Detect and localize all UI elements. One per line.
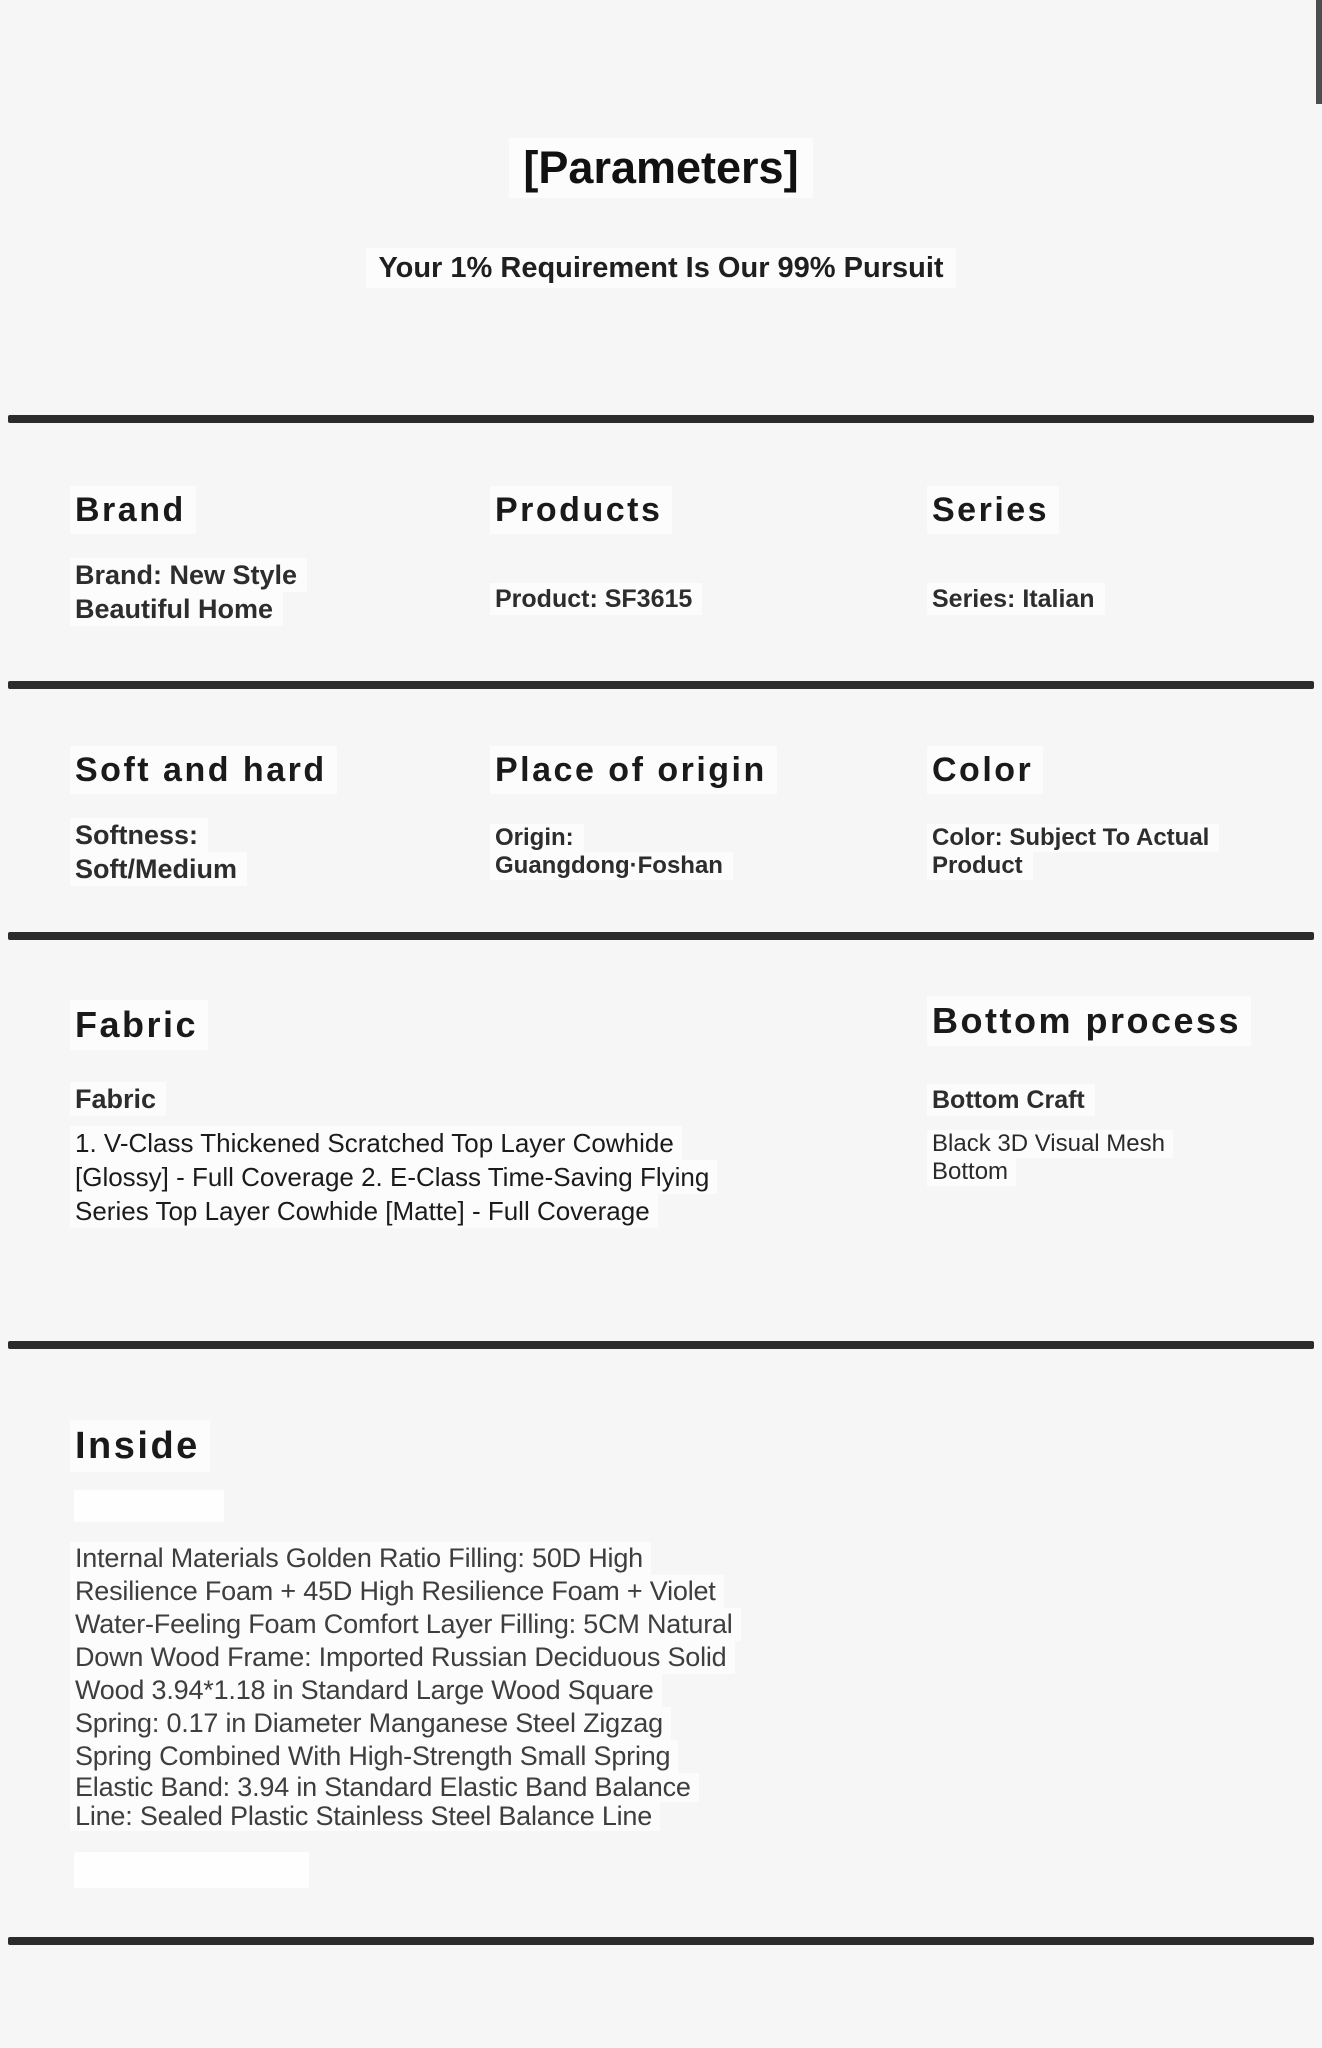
- page-title: [Parameters]: [509, 138, 812, 198]
- section-heading-bottom-process: Bottom process: [927, 996, 1251, 1046]
- section-heading-products: Products: [490, 486, 672, 534]
- bottom-craft-line: Bottom: [927, 1158, 1016, 1186]
- origin-value-line1: Origin:: [490, 824, 584, 852]
- section-heading-origin: Place of origin: [490, 746, 777, 794]
- faded-label-box: [74, 1490, 224, 1522]
- divider: [8, 415, 1314, 423]
- brand-value-line1: Brand: New Style: [70, 558, 307, 592]
- inside-body: [70, 1542, 741, 1831]
- inside-body-line: Down Wood Frame: Imported Russian Deciduous Solid: [70, 1641, 735, 1674]
- bottom-craft-body: [927, 1130, 1173, 1186]
- series-value: Series: Italian: [927, 583, 1105, 615]
- section-heading-brand: Brand: [70, 486, 196, 534]
- softness-value-line1: Softness:: [70, 818, 208, 852]
- divider: [8, 681, 1314, 689]
- origin-value-line2: Guangdong·Foshan: [490, 852, 733, 880]
- softness-value-line2: Soft/Medium: [70, 852, 247, 886]
- fabric-body-line: 1. V-Class Thickened Scratched Top Layer Cowhide: [70, 1126, 682, 1160]
- section-heading-fabric: Fabric: [70, 1000, 208, 1050]
- divider: [8, 1341, 1314, 1349]
- inside-body-line: Line: Sealed Plastic Stainless Steel Balance Line: [70, 1802, 660, 1831]
- color-value: [927, 824, 1219, 880]
- inside-body-line: Spring: 0.17 in Diameter Manganese Steel Zigzag: [70, 1707, 671, 1740]
- divider: [8, 1937, 1314, 1945]
- brand-value-line2: Beautiful Home: [70, 592, 283, 626]
- inside-body-line: Internal Materials Golden Ratio Filling: 50D High: [70, 1542, 651, 1575]
- brand-value: [70, 558, 307, 626]
- fabric-body-line: [Glossy] - Full Coverage 2. E-Class Time-Saving Flying: [70, 1160, 717, 1194]
- inside-body-line: Spring Combined With High-Strength Small Spring: [70, 1740, 678, 1773]
- inside-body-line: Resilience Foam + 45D High Resilience Foam + Violet: [70, 1575, 724, 1608]
- color-value-line2: Product: [927, 852, 1033, 880]
- section-heading-inside: Inside: [70, 1420, 210, 1472]
- fabric-label: Fabric: [70, 1082, 166, 1116]
- fabric-body-line: Series Top Layer Cowhide [Matte] - Full Coverage: [70, 1194, 658, 1228]
- section-heading-series: Series: [927, 486, 1059, 534]
- page-subtitle: Your 1% Requirement Is Our 99% Pursuit: [366, 248, 955, 288]
- softness-value: [70, 818, 247, 886]
- divider: [8, 932, 1314, 940]
- color-value-line1: Color: Subject To Actual: [927, 824, 1219, 852]
- bottom-craft-label: Bottom Craft: [927, 1084, 1095, 1116]
- fabric-body: [70, 1126, 717, 1228]
- scrollbar-thumb[interactable]: [1316, 0, 1322, 104]
- section-heading-softness: Soft and hard: [70, 746, 337, 794]
- inside-body-line: Water-Feeling Foam Comfort Layer Filling: 5CM Natural: [70, 1608, 741, 1641]
- origin-value: [490, 824, 733, 880]
- bottom-craft-line: Black 3D Visual Mesh: [927, 1130, 1173, 1158]
- faded-label-box: [74, 1852, 309, 1888]
- inside-body-line: Elastic Band: 3.94 in Standard Elastic Band Balance: [70, 1773, 699, 1802]
- section-heading-color: Color: [927, 746, 1043, 794]
- inside-body-line: Wood 3.94*1.18 in Standard Large Wood Square: [70, 1674, 662, 1707]
- product-value: Product: SF3615: [490, 583, 702, 615]
